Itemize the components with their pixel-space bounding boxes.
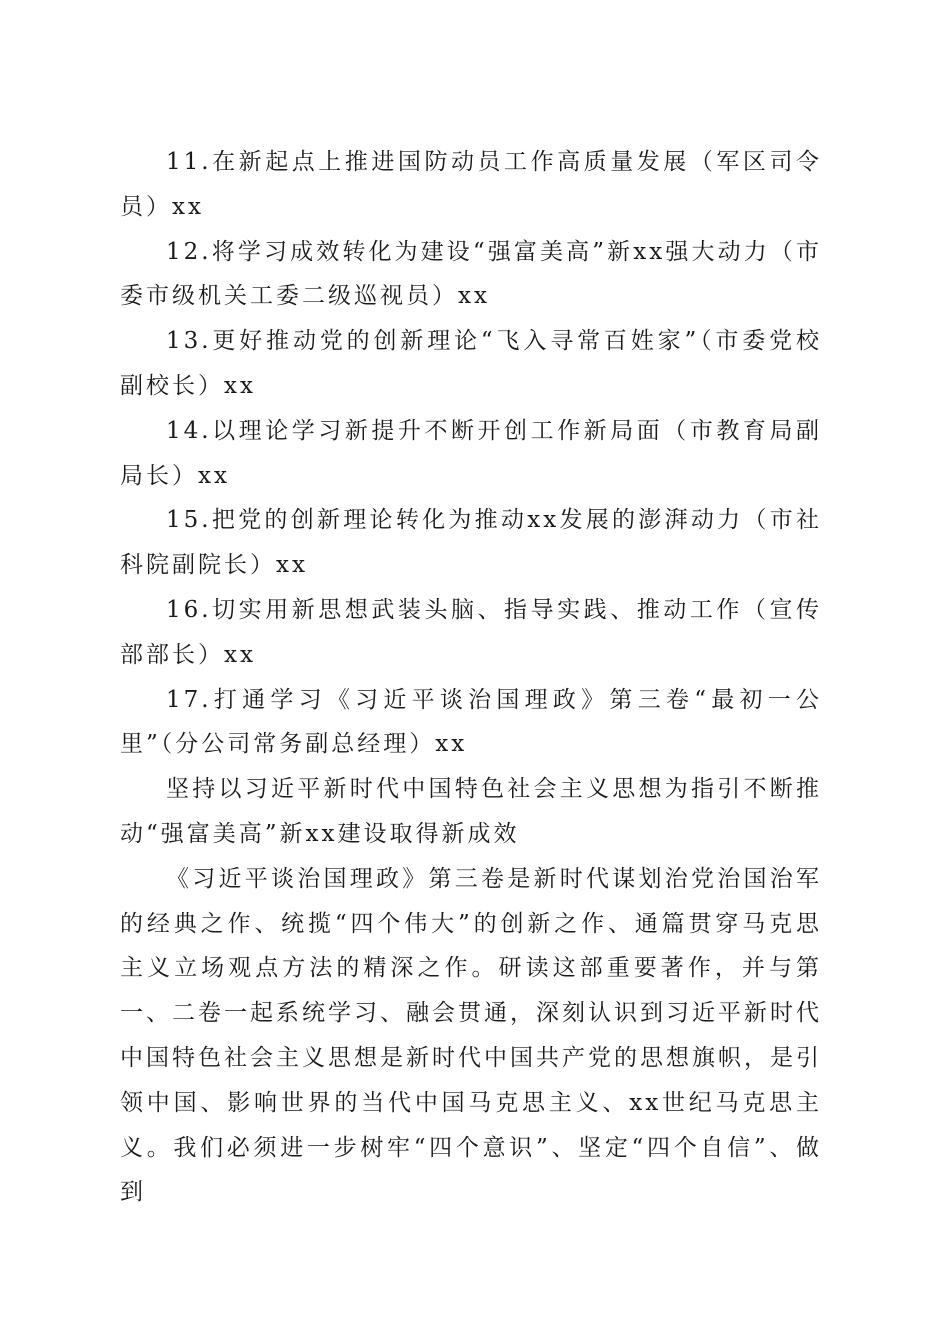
document-body [120, 140, 822, 1215]
list-item: 15.把党的创新理论转化为推动xx发展的澎湃动力（市社科院副院长）xx [120, 507, 822, 579]
list-item: 17.打通学习《习近平谈治国理政》第三卷“最初一公里”（分公司常务副总经理）xx [120, 686, 822, 758]
list-item: 11.在新起点上推进国防动员工作高质量发展（军区司令员）xx [120, 149, 822, 220]
list-item: 12.将学习成效转化为建设“强富美高”新xx强大动力（市委市级机关工委二级巡视员）xx [120, 238, 822, 310]
list-item: 16.切实用新思想武装头脑、指导实践、推动工作（宣传部部长）xx [120, 596, 822, 668]
list-item: 14.以理论学习新提升不断开创工作新局面（市教育局副局长）xx [120, 417, 822, 489]
list-item: 13.更好推动党的创新理论“飞入寻常百姓家”（市委党校副校长）xx [120, 328, 822, 399]
section-title: 坚持以习近平新时代中国特色社会主义思想为指引不断推动“强富美高”新xx建设取得新成效 [120, 776, 822, 847]
body-paragraph: 《习近平谈治国理政》第三卷是新时代谋划治党治国治军的经典之作、统揽“四个伟大”的创新之作、通篇贯穿马克思主义立场观点方法的精深之作。研读这部重要著作，并与第一、二卷一起系统学习、融会贯通，深刻认识到习近平新时代中国特色社会主义思想是新时代中国共产党的思想旗帜，是引领中国、影响世界的当代中国马克思主义、xx世纪马克思主义。我们必须进一步树牢“四个意识”、坚定“四个自信”、做到 [120, 865, 822, 1206]
